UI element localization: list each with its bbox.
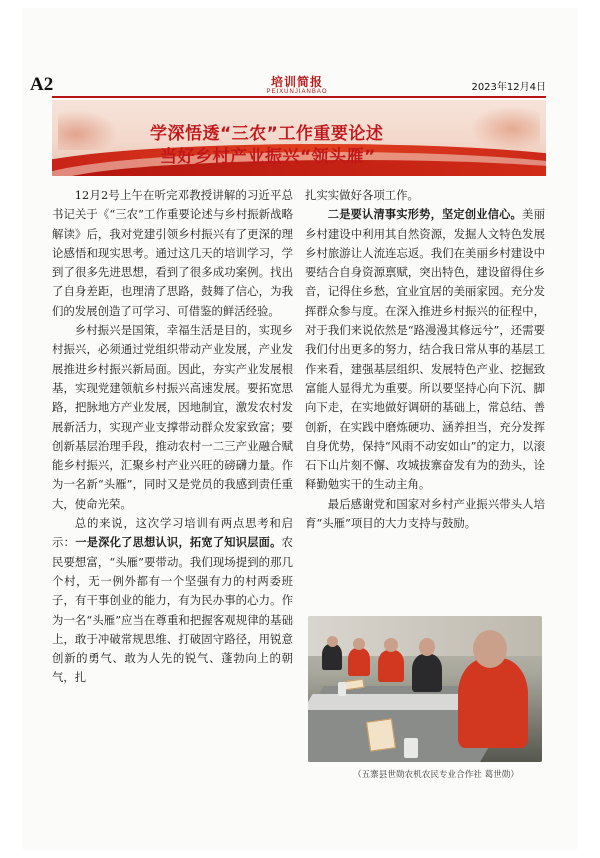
photo-person	[348, 648, 370, 676]
photo-person	[412, 654, 442, 692]
training-photo	[308, 616, 542, 762]
article-left-column	[52, 186, 293, 688]
banner-decoration-left	[58, 110, 118, 150]
photo-person-head	[473, 630, 507, 668]
photo-person-foreground	[458, 658, 528, 748]
banner-decoration-right	[470, 106, 540, 152]
photo-person-head	[419, 638, 435, 656]
paragraph-4	[305, 205, 545, 494]
header-rule	[52, 96, 546, 98]
article-right-column	[305, 186, 545, 533]
paragraph-5: 最后感谢党和国家对乡村产业振兴带头人培育“头雁”项目的大力支持与鼓励。	[305, 496, 545, 531]
masthead-logo: 培训简报	[270, 75, 323, 89]
point-two-heading: 二是要认清事实形势，坚定创业信心。	[327, 208, 522, 222]
paragraph-continued: 扎实实做好各项工作。	[305, 188, 419, 202]
photo-person-head	[353, 638, 365, 650]
photo-person-head	[384, 638, 398, 652]
point-one-heading: 一是深化了思想认识，拓宽了知识层面。	[75, 536, 282, 550]
paragraph-3-intro: 总的来说，这次学习培训有两点思考和启示：	[52, 516, 293, 550]
photo-cup	[404, 738, 418, 758]
issue-date: 2023年12月4日	[471, 82, 546, 93]
paragraph-4-body: 美丽乡村建设中利用其自然资源，发掘人文特色发展乡村旅游让人流连忘返。我们在美丽乡村建设中要结合自身资源禀赋，突出特色，建设留得住乡音，记得住乡愁，宜业宜居的美丽家园。充分发挥群众参与度。在深入推进乡村振兴的征程中，对于我们来说依然是“路漫漫其修远兮”，还需要我们付出更多的努力，结合我日常从事的基层工作来看，建强基层组织、发展特色产业、挖掘致富能人显得尤为重要。所以要坚持心向下沉、脚向下走，在实地做好调研的基础上，常总结、善创新，在实践中磨炼硬功、涵养担当，充分发挥自身优势，保持“风雨不动安如山”的定力，以滚石下山片刻不懈、攻城拔寨奋发有为的劲头，诠释勤勉实干的生动主角。	[305, 207, 545, 492]
article-title-line2: 当好乡村产业振兴“领头雁”	[160, 147, 376, 167]
photo-person-head	[327, 636, 338, 647]
paragraph-3-body: 农民要想富，“头雁”要带动。我们现场提到的那几个村，无一例外都有一个坚强有力的村两委班子，有干事创业的能力，有为民办事的心力。作为一名“头雁”应当在尊重和把握客观规律的基础上，敢于冲破常规思维、打破固守路径，用锐意创新的勇气、敢为人先的锐气、蓬勃向上的朝气，扎	[52, 535, 293, 685]
masthead-subtitle: PEIXUNJIANBAO	[266, 89, 328, 95]
paragraph-1: 12月2号上午在听完邓教授讲解的习近平总书记关于《“三农”工作重要论述与乡村振新战略解读》后，我对党建引领乡村振兴有了更深的理论感悟和现实思考。通过这几天的培训学习，学到了很多先进思想，看到了很多成功案例。找出了自身差距，也理清了思路，鼓舞了信心，为我们的发展创造了可学习、可借鉴的鲜活经验。	[52, 188, 293, 318]
photo-nameplate	[366, 718, 396, 751]
page-header	[30, 74, 546, 96]
photo-caption: （五寨县世勋农机农民专业合作社 葛世勋）	[352, 770, 519, 780]
photo-person	[322, 644, 342, 670]
paragraph-3	[52, 514, 293, 688]
masthead	[262, 76, 332, 96]
paragraph-2: 乡村振兴是国策，幸福生活是目的，实现乡村振兴，必须通过党组织带动产业发展，产业发展推进乡村振兴新局面。因此，夯实产业发展根基，实现党建领航乡村振兴高速发展。要拓宽思路，把脉地方产业发展，因地制宜，激发农村发展新活力，实现产业支撑带动群众发家致富；要创新基层治理手段，推动农村一二三产业融合赋能乡村振兴，汇聚乡村产业兴旺的磅礴力量。作为一名新“头雁”，同时又是党员的我感到责任重大，使命光荣。	[52, 323, 293, 511]
photo-person	[378, 650, 404, 682]
photo-cup	[338, 682, 346, 696]
photo-tablecloth	[308, 694, 483, 710]
article-title-line1: 学深悟透“三农”工作重要论述	[150, 124, 384, 144]
page-number: A2	[30, 74, 54, 95]
